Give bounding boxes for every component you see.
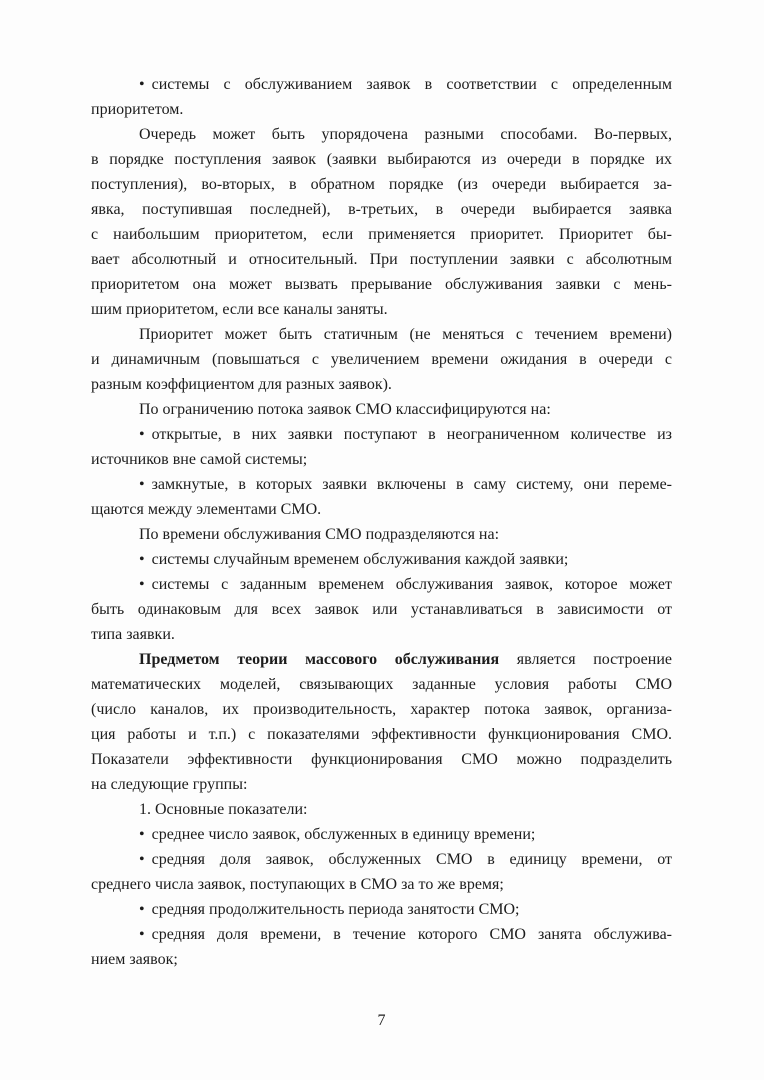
paragraph [91,922,672,972]
line-text: средняя доля заявок, обслуженных СМО в единицу времени, от [151,851,672,868]
paragraph [91,472,672,522]
text-line [91,722,672,747]
text-line [91,622,672,647]
bullet-marker: • [139,901,145,918]
text-line [91,372,672,397]
line-text: шим приоритетом, если все каналы заняты. [91,301,388,318]
bullet-marker: • [139,76,145,93]
text-line [91,122,672,147]
bullet-marker: • [139,926,145,943]
text-line [91,547,672,572]
bullet-marker: • [139,476,145,493]
line-text: средняя доля времени, в течение которого СМО занята обслужива- [151,926,672,943]
line-text: Очередь может быть упорядочена разными способами. Во-первых, [139,126,672,143]
line-text: замкнутые, в которых заявки включены в саму систему, они переме- [151,476,672,493]
paragraph [91,847,672,897]
text-line [91,97,672,122]
line-text: среднее число заявок, обслуженных в единицу времени; [151,826,536,843]
paragraph [91,572,672,647]
paragraph [91,647,672,797]
text-line [91,647,672,672]
bullet-marker: • [139,826,145,843]
page-number: 7 [377,1012,386,1029]
bullet-marker: • [139,851,145,868]
line-text: приоритетом. [91,101,184,118]
line-text: По времени обслуживания СМО подразделяются на: [139,526,500,543]
text-line [91,572,672,597]
bullet-marker: • [139,551,145,568]
text-line [91,147,672,172]
line-text: поступления), во-вторых, в обратном порядке (из очереди выбирается за- [91,176,672,193]
text-line [91,847,672,872]
text-line [91,822,672,847]
paragraph [91,422,672,472]
line-text: приоритетом она может вызвать прерывание обслуживания заявки с мень- [91,276,672,293]
line-text: математических моделей, связывающих заданные условия работы СМО [91,676,672,693]
paragraph [91,72,672,122]
text-line [91,772,672,797]
paragraph [91,522,672,547]
line-text: Показатели эффективности функционирования СМО можно подразделить [91,751,672,768]
line-text: явка, поступившая последней), в-третьих, в очереди выбирается заявка [91,201,672,218]
paragraph [91,547,672,572]
line-text: 1. Основные показатели: [139,801,308,818]
text-line [91,222,672,247]
text-line [91,397,672,422]
line-text: нием заявок; [91,951,178,968]
line-text: с наибольшим приоритетом, если применяется приоритет. Приоритет бы- [91,226,672,243]
line-text: системы с заданным временем обслуживания заявок, которое может [151,576,672,593]
text-line [91,522,672,547]
text-line [91,272,672,297]
line-text: системы с обслуживанием заявок в соответствии с определенным [151,76,672,93]
line-text: По ограничению потока заявок СМО классифицируются на: [139,401,551,418]
text-line [91,697,672,722]
text-line [91,472,672,497]
bullet-marker: • [139,576,145,593]
line-text: и динамичным (повышаться с увеличением времени ожидания в очереди с [91,351,672,368]
line-text: источников вне самой системы; [91,451,308,468]
line-text: разным коэффициентом для разных заявок). [91,376,392,393]
line-text: Приоритет может быть статичным (не меняться с течением времени) [139,326,672,343]
line-text: среднего числа заявок, поступающих в СМО за то же время; [91,876,504,893]
line-text: в порядке поступления заявок (заявки выбираются из очереди в порядке их [91,151,672,168]
text-line [91,197,672,222]
text-line [91,872,672,897]
text-line [91,897,672,922]
text-line [91,172,672,197]
text-line [91,497,672,522]
line-text: вает абсолютный и относительный. При поступлении заявки с абсолютным [91,251,672,268]
text-line [91,597,672,622]
line-text: быть одинаковым для всех заявок или устанавливаться в зависимости от [91,601,672,618]
paragraph [91,397,672,422]
text-line [91,922,672,947]
paragraph [91,797,672,822]
paragraph [91,822,672,847]
bullet-marker: • [139,426,145,443]
line-text: является построение [499,651,672,668]
text-line [91,297,672,322]
line-text: средняя продолжительность периода занятости СМО; [151,901,520,918]
line-text: типа заявки. [91,626,175,643]
paragraph [91,122,672,322]
text-block [91,72,672,972]
line-text: ция работы и т.п.) с показателями эффективности функционирования СМО. [91,726,672,743]
text-line [91,72,672,97]
text-line [91,672,672,697]
bold-lead-text: Предметом теории массового обслуживания [139,651,500,668]
text-line [91,797,672,822]
paragraph [91,897,672,922]
text-line [91,447,672,472]
text-line [91,322,672,347]
paragraph [91,322,672,397]
text-line [91,347,672,372]
text-line [91,947,672,972]
text-line [91,247,672,272]
line-text: системы случайным временем обслуживания каждой заявки; [151,551,569,568]
text-line [91,422,672,447]
line-text: (число каналов, их производительность, характер потока заявок, организа- [91,701,672,718]
line-text: открытые, в них заявки поступают в неограниченном количестве из [151,426,672,443]
line-text: на следующие группы: [91,776,248,793]
text-line [91,747,672,772]
line-text: щаются между элементами СМО. [91,501,322,518]
